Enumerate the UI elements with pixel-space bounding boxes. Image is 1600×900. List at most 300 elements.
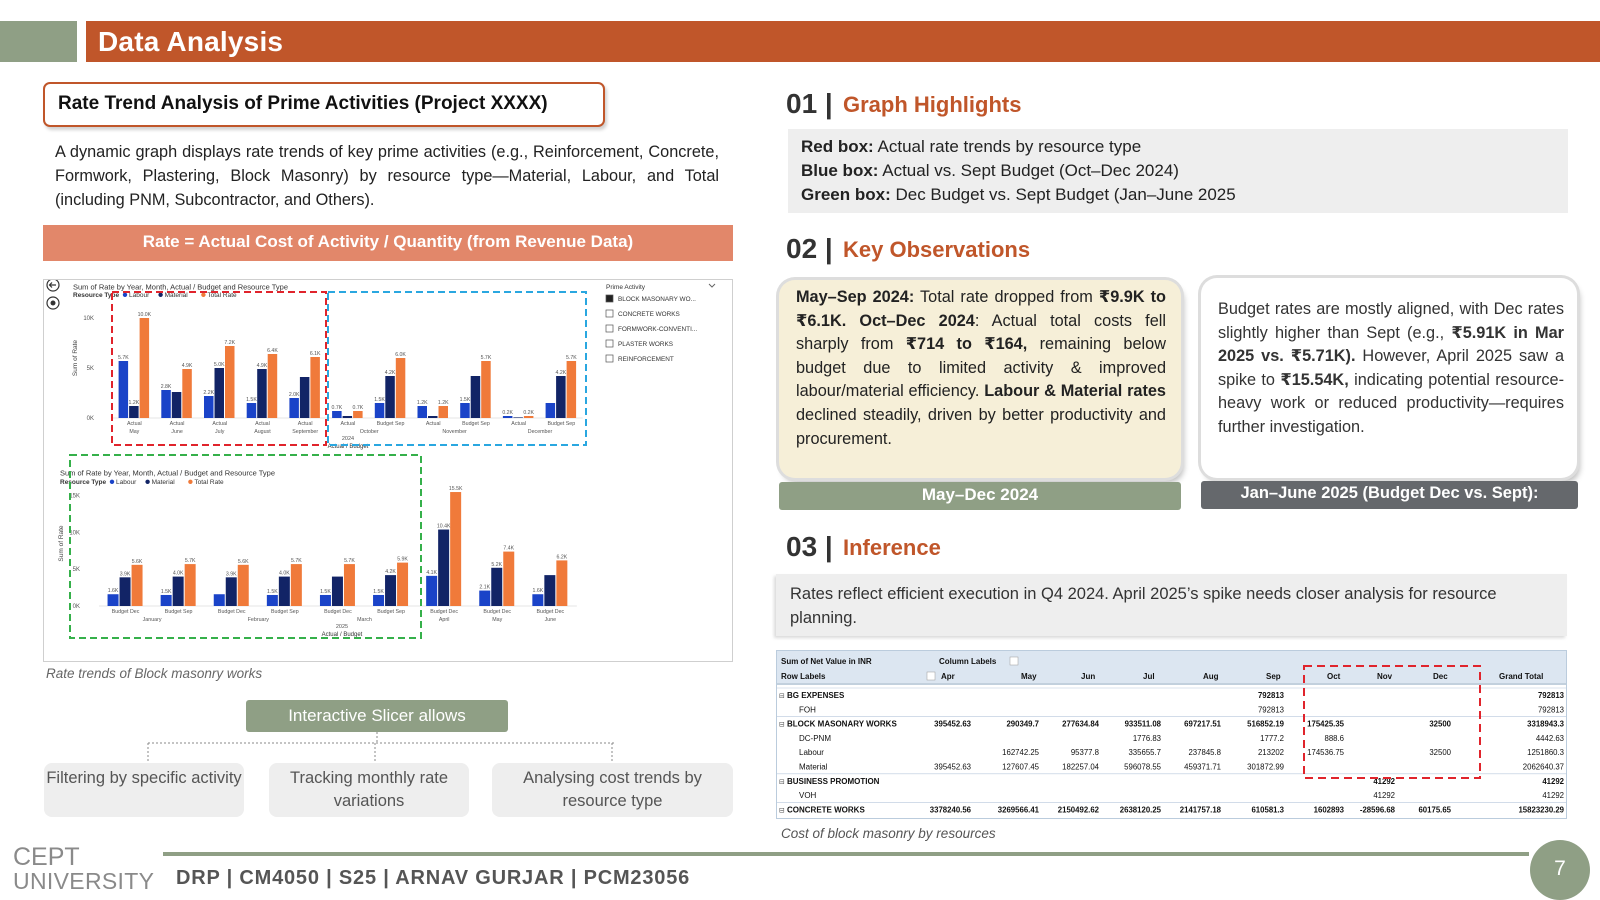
pivot-cell: 792813 bbox=[1537, 705, 1564, 715]
pivot-cell: 1251860.3 bbox=[1527, 748, 1564, 758]
x-tick-label: Budget Sep bbox=[462, 421, 490, 427]
bar-labour bbox=[532, 594, 543, 606]
data-label: 5.7K bbox=[291, 558, 302, 565]
pivot-cell: 1776.83 bbox=[1132, 733, 1161, 743]
legend-label: Material bbox=[164, 292, 188, 299]
bar-material bbox=[215, 368, 225, 418]
pivot-col-header: Apr bbox=[941, 672, 955, 681]
bar-total bbox=[450, 492, 461, 606]
pivot-cell: 182257.04 bbox=[1062, 762, 1099, 772]
data-label: 1.2K bbox=[416, 400, 428, 406]
highlight-red-box: Red box: Actual rate trends by resource type bbox=[801, 137, 1142, 156]
data-label: 1.2K bbox=[128, 400, 140, 406]
section-title: Rate Trend Analysis of Prime Activities (Project XXXX) bbox=[58, 93, 548, 114]
x-tick-label: Actual bbox=[255, 421, 270, 427]
legend-label: Labour bbox=[116, 479, 137, 486]
pivot-corner: Sum of Net Value in INR bbox=[781, 657, 872, 666]
pivot-row-label: BG EXPENSES bbox=[787, 691, 845, 700]
bar-material bbox=[300, 377, 310, 418]
pivot-cell: 277634.84 bbox=[1062, 719, 1099, 729]
data-label: 0.2K bbox=[502, 410, 513, 416]
slicer-checkbox bbox=[606, 295, 613, 302]
pivot-cell: -28596.68 bbox=[1359, 805, 1395, 815]
pivot-cell: 596078.55 bbox=[1124, 762, 1161, 772]
pivot-row-label: DC-PNM bbox=[799, 733, 831, 743]
data-label: 1.5K bbox=[373, 588, 384, 595]
x-tick-label: Budget Sep bbox=[271, 609, 299, 615]
bar-total bbox=[567, 361, 577, 418]
data-label: 5.7K bbox=[566, 355, 577, 361]
chart1-legend bbox=[73, 292, 237, 299]
footer-text: DRP | CM4050 | S25 | ARNAV GURJAR | PCM23056 bbox=[176, 867, 691, 889]
back-icon[interactable] bbox=[47, 280, 59, 291]
bar-labour bbox=[289, 398, 299, 418]
pivot-row-label: BUSINESS PROMOTION bbox=[787, 776, 880, 786]
bar-labour bbox=[503, 416, 513, 418]
slicer-checkbox bbox=[606, 310, 613, 317]
pivot-cell: 175425.35 bbox=[1307, 719, 1344, 729]
pivot-cell: 516852.19 bbox=[1247, 719, 1284, 729]
logo-top: CEPT bbox=[13, 843, 80, 871]
legend-marker bbox=[145, 480, 149, 484]
bar-labour bbox=[373, 595, 384, 606]
x-tick-label: Budget Dec bbox=[536, 609, 565, 615]
pivot-cell: 41292 bbox=[1373, 791, 1395, 801]
section-01-label: Graph Highlights bbox=[843, 92, 1022, 117]
pivot-cell: 3269566.41 bbox=[997, 805, 1039, 815]
bar-total bbox=[225, 346, 235, 418]
data-label: 2.1K bbox=[479, 584, 491, 591]
pivot-cell: 237845.8 bbox=[1188, 748, 1221, 758]
observation-2024-label: May–Dec 2024 bbox=[921, 485, 1039, 504]
chart2-plot bbox=[58, 486, 577, 638]
data-label: 15.5K bbox=[448, 486, 463, 493]
data-label: 4.0K bbox=[172, 570, 184, 577]
pivot-cell: 697217.51 bbox=[1184, 719, 1221, 729]
chart-caption: Rate trends of Block masonry works bbox=[46, 666, 263, 681]
x-tick-label: Budget Sep bbox=[376, 421, 405, 427]
pivot-col-header: Grand Total bbox=[1499, 672, 1544, 681]
bar-total bbox=[556, 560, 567, 606]
section-01-number: 01 | bbox=[786, 88, 833, 119]
pivot-cell: 41292 bbox=[1373, 776, 1395, 786]
page-number: 7 bbox=[1554, 857, 1566, 880]
x-month-label: November bbox=[442, 429, 467, 435]
data-label: 4.2K bbox=[384, 370, 396, 376]
y-tick-label: 5K bbox=[86, 366, 94, 372]
data-label: 2.0K bbox=[288, 392, 300, 398]
bar-total bbox=[132, 565, 143, 606]
data-label: 10.0K bbox=[137, 312, 152, 318]
section-03-number: 03 | bbox=[786, 531, 833, 562]
legend-label: Material bbox=[151, 479, 175, 486]
x-tick-label: Actual bbox=[297, 421, 313, 427]
bar-total bbox=[353, 411, 363, 418]
bar-labour bbox=[119, 361, 129, 418]
y-tick-label: 0K bbox=[72, 604, 80, 610]
header-accent-block bbox=[0, 21, 77, 62]
bar-labour bbox=[460, 403, 470, 418]
legend-marker bbox=[188, 480, 192, 484]
slicer-item-label: PLASTER WORKS bbox=[618, 341, 674, 348]
data-label: 1.5K bbox=[320, 588, 331, 595]
data-label: 1.6K bbox=[107, 588, 119, 595]
y-tick-label: 10K bbox=[69, 530, 80, 537]
x-month-label: March bbox=[357, 617, 372, 623]
bar-total bbox=[439, 406, 449, 418]
slicer-connector bbox=[140, 732, 620, 764]
data-label: 5.9K bbox=[397, 556, 408, 563]
bar-total bbox=[310, 357, 320, 418]
bar-material bbox=[556, 376, 566, 418]
inference-text: Rates reflect efficient execution in Q4 2024. April 2025’s spike needs closer analysis for resource planning. bbox=[790, 585, 1497, 627]
x-month-label: April bbox=[438, 617, 450, 623]
data-label: 4.9K bbox=[256, 363, 268, 369]
bar-material bbox=[491, 568, 502, 606]
pivot-col-header: Oct bbox=[1327, 672, 1341, 681]
data-label: 3.9K bbox=[225, 571, 237, 578]
data-label: 7.4K bbox=[503, 545, 515, 552]
bar-material bbox=[332, 577, 343, 606]
collapse-icon: ⊟ bbox=[779, 778, 785, 786]
x-tick-label: Budget Dec bbox=[430, 609, 458, 615]
legend-label: Total Rate bbox=[207, 292, 237, 299]
pivot-cell: 2062640.37 bbox=[1522, 762, 1564, 772]
slicer-option-tracking: Tracking monthly rate variations bbox=[269, 763, 469, 817]
bar-labour bbox=[108, 594, 119, 606]
data-label: 5.6K bbox=[237, 558, 249, 565]
data-label: 5.7K bbox=[184, 558, 196, 565]
bar-material bbox=[343, 416, 353, 418]
header-bar bbox=[86, 21, 1600, 62]
slicer-option-analysing: Analysing cost trends by resource type bbox=[492, 763, 733, 817]
data-label: 4.2K bbox=[385, 569, 396, 576]
observation-2025-label: Jan–June 2025 (Budget Dec vs. Sept): bbox=[1240, 484, 1539, 502]
prime-activity-slicer[interactable] bbox=[606, 284, 715, 363]
rate-chart-svg bbox=[44, 280, 733, 662]
bar-labour bbox=[204, 396, 214, 418]
bar-total bbox=[185, 564, 196, 606]
pivot-cell: 60175.65 bbox=[1418, 805, 1451, 815]
slicer-checkbox bbox=[606, 325, 613, 332]
legend-title: Resource Type bbox=[60, 479, 107, 486]
bar-labour bbox=[161, 390, 171, 418]
section-03-label: Inference bbox=[843, 535, 941, 560]
observation-2024-text: May–Sep 2024: Total rate dropped from ₹9.9K to ₹6.1K. Oct–Dec 2024: Actual total costs fell sharply from ₹714 to ₹164, remaining below budget due to limited activity & improved labour/material efficiency. Labour & Material rates declined steadily, driven by better productivity and procurement. bbox=[796, 288, 1166, 448]
slicer-option-filtering: Filtering by specific activity bbox=[44, 763, 244, 817]
slicer-item-label: FORMWORK-CONVENTI... bbox=[618, 326, 698, 333]
pivot-cell: 2638120.25 bbox=[1119, 805, 1161, 815]
data-label: 10.4K bbox=[436, 523, 451, 530]
powerbi-chart-panel bbox=[43, 279, 733, 662]
pivot-cell: 95377.8 bbox=[1070, 748, 1099, 758]
x-month-label: July bbox=[215, 429, 225, 435]
pivot-cell: 213202 bbox=[1257, 748, 1284, 758]
bar-total bbox=[238, 565, 249, 606]
pivot-row-label: CONCRETE WORKS bbox=[787, 805, 865, 815]
x-month-label: June bbox=[171, 429, 183, 435]
x-tick-label: Actual bbox=[340, 421, 356, 427]
y-tick-label: 0K bbox=[86, 416, 94, 422]
pivot-table bbox=[776, 650, 1567, 819]
slicer-callout-text: Interactive Slicer allows bbox=[288, 706, 466, 725]
drill-icon[interactable] bbox=[47, 297, 59, 309]
data-label: 1.2K bbox=[437, 400, 449, 406]
pivot-cell: 3378240.56 bbox=[929, 805, 971, 815]
pivot-cell: 301872.99 bbox=[1247, 762, 1284, 772]
x-month-label: August bbox=[254, 429, 271, 435]
bar-labour bbox=[214, 594, 225, 606]
pivot-table-svg bbox=[777, 651, 1567, 819]
pivot-row-label: BLOCK MASONARY WORKS bbox=[787, 719, 897, 729]
data-label: 0.7K bbox=[331, 405, 343, 411]
data-label: 4.0K bbox=[279, 570, 290, 577]
x-tick-label: Budget Sep bbox=[547, 421, 576, 427]
pivot-cell: 335655.7 bbox=[1128, 748, 1161, 758]
pivot-row-label: Labour bbox=[799, 748, 824, 758]
slicer-checkbox bbox=[606, 340, 613, 347]
bar-total bbox=[396, 358, 406, 418]
bar-labour bbox=[320, 595, 331, 606]
bar-total bbox=[291, 564, 302, 606]
data-label: 7.2K bbox=[224, 340, 236, 346]
bar-material bbox=[226, 577, 237, 606]
data-label: 2.8K bbox=[160, 384, 172, 390]
legend-marker bbox=[110, 480, 114, 484]
bar-total bbox=[503, 552, 514, 606]
pivot-cell: 162742.25 bbox=[1002, 748, 1039, 758]
bar-total bbox=[268, 354, 278, 418]
bar-material bbox=[129, 406, 139, 418]
data-label: 4.9K bbox=[181, 363, 193, 369]
data-label: 1.5K bbox=[160, 588, 172, 595]
bar-labour bbox=[267, 595, 278, 606]
data-label: 1.5K bbox=[374, 397, 385, 403]
x-tick-label: Budget Sep bbox=[164, 609, 193, 615]
pivot-cell: 792813 bbox=[1257, 705, 1284, 715]
bar-material bbox=[513, 417, 523, 418]
y-axis-label: Sum of Rate bbox=[72, 339, 79, 377]
pivot-cell: 395452.63 bbox=[934, 719, 971, 729]
pivot-row-label: VOH bbox=[799, 791, 817, 801]
bar-total bbox=[182, 369, 192, 418]
bar-labour bbox=[426, 576, 437, 606]
pivot-cell: 792813 bbox=[1257, 691, 1284, 700]
legend-marker bbox=[158, 293, 162, 297]
data-label: 5.7K bbox=[344, 558, 355, 565]
highlight-blue-box: Blue box: Actual vs. Sept Budget (Oct–Dec 2024) bbox=[801, 161, 1179, 180]
x-tick-label: Budget Dec bbox=[111, 609, 140, 615]
pivot-col-header: Jul bbox=[1143, 672, 1155, 681]
data-label: 6.0K bbox=[395, 352, 406, 358]
x-month-label: February bbox=[247, 617, 269, 623]
x-tick-label: Actual bbox=[169, 421, 185, 427]
data-label: 6.2K bbox=[556, 554, 568, 561]
legend-title: Resource Type bbox=[73, 292, 120, 299]
x-tick-label: Budget Dec bbox=[483, 609, 512, 615]
bar-material bbox=[438, 530, 449, 606]
bar-labour bbox=[161, 595, 172, 606]
pivot-cell: 459371.71 bbox=[1184, 762, 1221, 772]
highlight-green-box: Green box: Dec Budget vs. Sept Budget (Jan–June 2025 bbox=[801, 185, 1236, 204]
bar-material bbox=[120, 577, 131, 606]
cept-university-logo bbox=[13, 843, 158, 893]
x-month-label: October bbox=[359, 429, 379, 435]
bar-total bbox=[397, 563, 408, 606]
data-label: 0.2K bbox=[523, 410, 534, 416]
data-label: 1.5K bbox=[459, 397, 471, 403]
x-tick-label: Actual bbox=[126, 421, 142, 427]
pivot-cell: 174536.75 bbox=[1307, 748, 1344, 758]
collapse-icon: ⊟ bbox=[779, 721, 785, 729]
bar-labour bbox=[479, 591, 490, 606]
x-month-label: May bbox=[492, 617, 503, 623]
pivot-cell: 395452.63 bbox=[934, 762, 971, 772]
footer-line bbox=[163, 852, 1529, 856]
logo-bottom: UNIVERSITY bbox=[13, 868, 154, 893]
bar-labour bbox=[375, 403, 385, 418]
y-axis-label: Sum of Rate bbox=[58, 525, 65, 562]
pivot-col-header: Sep bbox=[1266, 672, 1281, 681]
data-label: 5.0K bbox=[213, 362, 225, 368]
pivot-cell: 2141757.18 bbox=[1179, 805, 1221, 815]
bar-material bbox=[471, 376, 481, 418]
collapse-icon: ⊟ bbox=[779, 693, 785, 700]
x-year-label: 2025 bbox=[335, 624, 349, 630]
pivot-cell: 1602893 bbox=[1313, 805, 1344, 815]
pivot-cell: 2150492.62 bbox=[1057, 805, 1099, 815]
data-label: 6.4K bbox=[267, 348, 278, 354]
slicer-item-label: BLOCK MASONARY WO... bbox=[618, 296, 696, 303]
section-02-number: 02 | bbox=[786, 233, 833, 264]
data-label: 1.5K bbox=[267, 588, 278, 595]
pivot-col-header: Nov bbox=[1377, 672, 1393, 681]
bar-material bbox=[385, 575, 396, 606]
bar-material bbox=[279, 577, 290, 606]
pivot-header-bg bbox=[777, 651, 1567, 685]
legend-marker bbox=[201, 293, 205, 297]
pivot-row-label: FOH bbox=[799, 705, 816, 715]
filter-icon bbox=[1010, 657, 1018, 665]
pivot-row-label: Material bbox=[799, 762, 828, 772]
data-label: 5.7K bbox=[118, 355, 129, 361]
bar-labour bbox=[418, 406, 428, 418]
pivot-cell: 1777.2 bbox=[1260, 733, 1284, 743]
bar-total bbox=[344, 564, 355, 606]
chart1-title: Sum of Rate by Year, Month, Actual / Budget and Resource Type bbox=[73, 282, 288, 292]
pivot-cell: 888.6 bbox=[1324, 733, 1344, 743]
pivot-cell: 3318943.3 bbox=[1527, 719, 1564, 729]
data-label: 1.6K bbox=[532, 588, 544, 595]
pivot-col-labels: Column Labels bbox=[939, 657, 997, 666]
pivot-cell: 792813 bbox=[1537, 691, 1564, 700]
chart2-title: Sum of Rate by Year, Month, Actual / Budget and Resource Type bbox=[60, 468, 275, 478]
pivot-col-header: May bbox=[1021, 672, 1037, 681]
observation-2025-text: Budget rates are mostly aligned, with Dec rates slightly higher than Sept (e.g., ₹5.91K in Mar 2025 vs. ₹5.71K). However, April 2025 saw a spike to ₹15.54K, indicating potential resource-heavy work or reduced productivity—requires further investigation. bbox=[1218, 300, 1564, 436]
legend-label: Labour bbox=[129, 292, 150, 299]
pivot-cell: 15823230.29 bbox=[1518, 805, 1564, 815]
intro-paragraph: A dynamic graph displays rate trends of key prime activities (e.g., Reinforcement, Concrete, Formwork, Plastering, Block Masonry) by resource type—Material, Labour, and Total (including PNM, Subcontractor, and Others). bbox=[55, 143, 719, 209]
pivot-cell: 32500 bbox=[1429, 719, 1451, 729]
slicer-item-label: CONCRETE WORKS bbox=[618, 311, 680, 318]
section-02-label: Key Observations bbox=[843, 237, 1031, 262]
x-month-label: May bbox=[129, 429, 140, 435]
data-label: 1.5K bbox=[246, 397, 257, 403]
bar-material bbox=[544, 575, 555, 606]
pivot-cell: 610581.3 bbox=[1251, 805, 1284, 815]
pivot-col-header: Aug bbox=[1203, 672, 1219, 681]
x-month-label: January bbox=[142, 617, 162, 623]
bar-labour bbox=[332, 411, 342, 418]
x-month-label: September bbox=[292, 429, 319, 435]
data-label: 5.6K bbox=[131, 558, 143, 565]
pivot-cell: 290349.7 bbox=[1006, 719, 1039, 729]
bar-material bbox=[257, 369, 267, 418]
page-title: Data Analysis bbox=[98, 26, 284, 57]
x-axis-title: Actual / Budget bbox=[327, 444, 369, 450]
pivot-cell: 41292 bbox=[1542, 791, 1564, 801]
bar-material bbox=[428, 416, 438, 418]
slicer-checkbox bbox=[606, 355, 613, 362]
x-tick-label: Budget Sep bbox=[377, 609, 405, 615]
pivot-row-labels: Row Labels bbox=[781, 672, 826, 681]
bar-material bbox=[173, 577, 184, 606]
pivot-col-header: Dec bbox=[1433, 672, 1448, 681]
bar-total bbox=[481, 361, 491, 418]
y-tick-label: 10K bbox=[83, 316, 94, 322]
pivot-cell: 4442.63 bbox=[1535, 733, 1564, 743]
data-label: 3.9K bbox=[119, 571, 131, 578]
data-label: 0.7K bbox=[352, 405, 364, 411]
x-tick-label: Budget Dec bbox=[217, 609, 246, 615]
pivot-cell: 127607.45 bbox=[1002, 762, 1039, 772]
pivot-cell: 933511.08 bbox=[1124, 719, 1161, 729]
formula-text: Rate = Actual Cost of Activity / Quantity (from Revenue Data) bbox=[142, 232, 634, 251]
y-tick-label: 5K bbox=[72, 567, 80, 574]
chart2-legend bbox=[60, 479, 224, 486]
bar-labour bbox=[247, 403, 257, 418]
data-label: 5.7K bbox=[480, 355, 492, 361]
bar-material bbox=[385, 376, 395, 418]
filter-icon bbox=[927, 672, 935, 680]
data-label: 4.2K bbox=[555, 370, 567, 376]
bar-material bbox=[172, 392, 182, 418]
y-tick-label: 15K bbox=[69, 493, 80, 500]
bar-total bbox=[524, 416, 534, 418]
x-tick-label: Budget Dec bbox=[324, 609, 352, 615]
chevron-down-icon bbox=[709, 284, 715, 287]
x-tick-label: Actual bbox=[511, 421, 527, 427]
data-label: 6.1K bbox=[309, 351, 321, 357]
x-axis-title: Actual / Budget bbox=[321, 632, 363, 638]
x-year-label: 2024 bbox=[341, 436, 355, 442]
x-month-label: June bbox=[544, 617, 557, 623]
pivot-col-header: Jun bbox=[1081, 672, 1096, 681]
pivot-caption: Cost of block masonry by resources bbox=[781, 826, 996, 841]
collapse-icon: ⊟ bbox=[779, 807, 785, 815]
pivot-cell: 32500 bbox=[1429, 748, 1451, 758]
legend-label: Total Rate bbox=[194, 479, 224, 486]
data-label: 2.2K bbox=[203, 390, 215, 396]
slicer-item-label: REINFORCEMENT bbox=[618, 356, 674, 363]
x-tick-label: Actual bbox=[425, 421, 441, 427]
bar-total bbox=[140, 318, 150, 418]
bar-labour bbox=[546, 403, 556, 418]
slicer-title: Prime Activity bbox=[606, 284, 646, 291]
legend-marker bbox=[123, 293, 127, 297]
x-tick-label: Actual bbox=[212, 421, 228, 427]
data-label: 5.2K bbox=[491, 561, 503, 568]
